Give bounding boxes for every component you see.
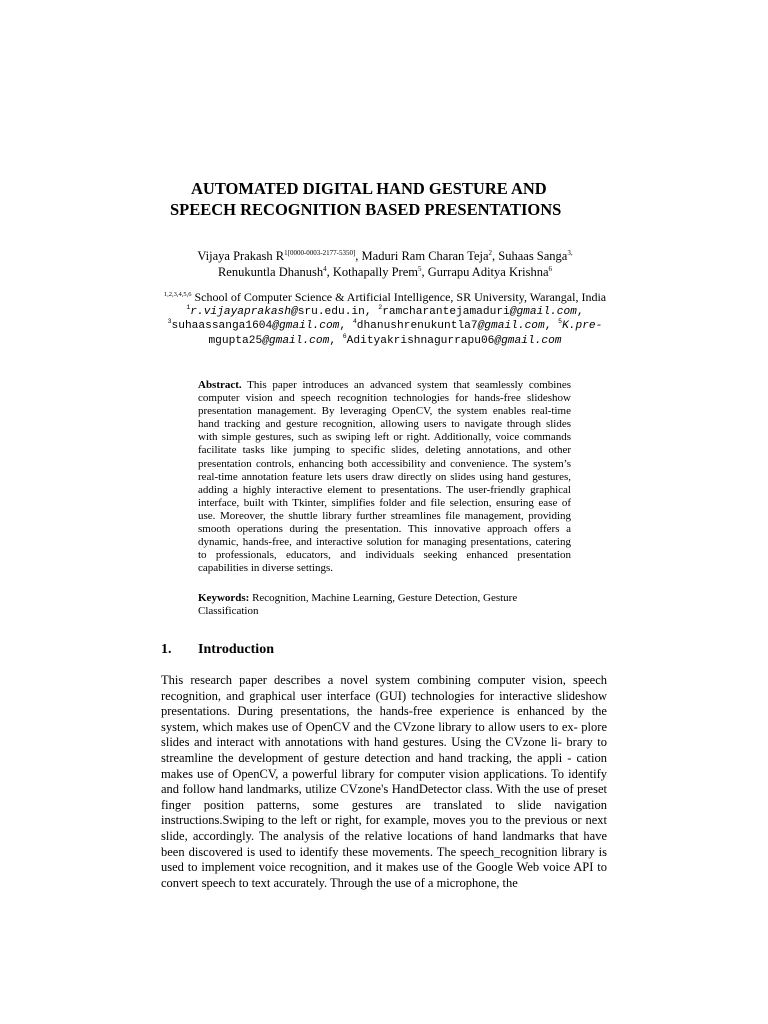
author-sup: 1[0000-0003-2177-5350] [284, 249, 356, 257]
title-line-2: SPEECH RECOGNITION BASED PRESENTATIONS [170, 200, 562, 219]
title-line-1: AUTOMATED DIGITAL HAND GESTURE AND [191, 179, 547, 198]
author-sup: 4 [323, 265, 327, 273]
affiliation-text: School of Computer Science & Artificial Intelligence, SR University, Warangal, India [191, 290, 607, 304]
author-line-1 [140, 248, 630, 264]
email-line-1: $^1$r.vijayaprakash@sru.edu.in, $^2$ramcharantejamaduri@gmail.com, [186, 303, 584, 318]
abstract [198, 379, 571, 575]
section-title: Introduction [198, 642, 274, 657]
email-line-3: mgupta25@gmail.com, $^6$Adityakrishnagurrapu06@gmail.com [208, 332, 562, 347]
affiliation-sup: 1,2,3,4,5,6 [163, 291, 192, 298]
author-sep: , [326, 265, 333, 279]
email-1[interactable]: r.vijayaprakash@ [190, 305, 298, 318]
keywords-text: Recognition, Machine Learning, Gesture Detection, Gesture Classification [198, 592, 518, 618]
author-sep: , [421, 265, 428, 279]
author-sep: , [355, 249, 362, 263]
abstract-text: This paper introduces an advanced system that seamlessly combines computer vision and speech recognition technologies for hands-free slideshow presentation management. By leveraging OpenCV, the system enables real-time hand tracking and gesture recognition, allowing users to navigate through slides with simple gestures, such as swiping left or right. Additionally, voice commands facilitate tasks like jumping to specific slides, deleting annotations, and other presentation controls, enhancing both accessibility and convenience. The system’s real-time annotation feature lets users draw directly on slides using hand gestures, adding a highly interactive element to presentations. The user-friendly graphical interface, built with Tkinter, simplifies folder and file selection, ensuring ease of use. Moreover, the shuttle library further streamlines file management, providing smooth operations during the presentation. This innovative approach offers a dynamic, hands-free, and interactive solution for managing presentations, catering to professionals, educators, and individuals seeking enhanced presentation capabilities in diverse settings. [198, 379, 571, 575]
section-heading [161, 642, 561, 658]
author-name: Suhaas Sanga [498, 249, 568, 263]
keywords-label: Keywords: [198, 592, 250, 604]
author-name: Maduri Ram Charan Teja [361, 249, 489, 263]
author-name: Renukuntla Dhanush [217, 265, 324, 279]
section-number: 1. [161, 642, 172, 657]
author-sup: 3, [567, 249, 573, 257]
author-name: Vijaya Prakash R [197, 249, 285, 263]
affiliation-line [150, 290, 620, 305]
author-list [140, 248, 630, 280]
email-2[interactable]: ramcharantejamaduri [382, 305, 510, 318]
email-5[interactable]: K.pre- [562, 320, 603, 332]
intro-paragraph: This research paper describes a novel system combining computer vision, speech recognition, and graphical user interface (GUI) technologies for interactive slideshow presentations. During presentations, the hands-free experience is enhanced by the system, which makes use of OpenCV and the CVzone library to allow users to ex- plore slides and interact with annotations with hand gestures. Using the CVzone li- brary to streamline the development of gesture detection and hand tracking, the appli - cation makes use of OpenCV, a powerful library for computer vision applications. To identify and follow hand landmarks, utilize CVzone's HandDetector class. With the use of preset finger position patterns, some gestures are translated to slide navigation instructions.Swiping to the left or right, for example, moves you to the previous or next slide, accordingly. The analysis of the relative locations of hand landmarks that have been discovered is used to identify these movements. The speech_recognition library is used to implement voice recognition, and it makes use of the Google Web voice API to convert speech to text accurately. Through the use of a microphone, the [161, 673, 607, 890]
author-sup: 6 [548, 265, 553, 273]
author-sup: 5 [417, 265, 422, 273]
affiliation-block [150, 290, 620, 348]
email-6[interactable]: Adityakrishnagurrapu06 [346, 334, 495, 347]
author-name: Gurrapu Aditya Krishna [427, 265, 549, 279]
author-sup: 2 [488, 249, 493, 257]
author-name: Kothapally Prem [332, 265, 418, 279]
author-line-2 [140, 264, 630, 280]
author-sep: , [492, 249, 499, 263]
email-3[interactable]: suhaassanga1604 [171, 320, 273, 332]
abstract-label: Abstract. [198, 379, 242, 391]
paper-title [160, 178, 610, 220]
keywords [198, 592, 571, 618]
email-4[interactable]: dhanushrenukuntla7 [356, 320, 478, 332]
email-line-2: $^3$suhaassanga1604@gmail.com, $^4$dhanushrenukuntla7@gmail.com, $^5$K.pre- [167, 318, 603, 332]
